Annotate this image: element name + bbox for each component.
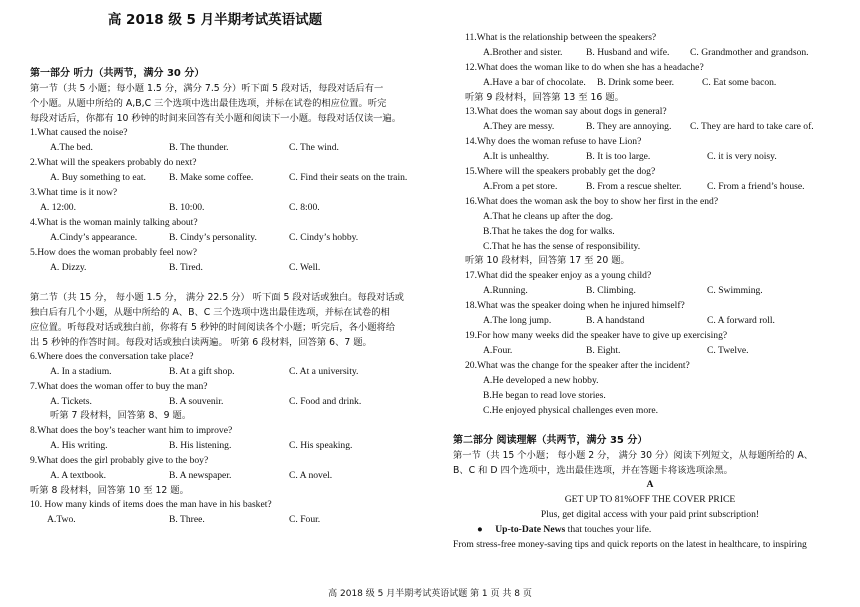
bullet-rest-text: that touches your life.: [565, 524, 652, 535]
option-c: C. Grandmother and grandson.: [690, 47, 809, 58]
option-b: B.That he takes the dog for walks.: [483, 226, 615, 237]
question-text: 10. How many kinds of items does the man have in his basket?: [30, 499, 272, 510]
option-b: B. It is too large.: [586, 151, 651, 162]
option-a: A.They are messy.: [483, 121, 555, 132]
option-b: B. From a rescue shelter.: [586, 181, 682, 192]
option-b: B. Eight.: [586, 345, 621, 356]
question-text: 9.What does the girl probably give to the boy?: [30, 455, 209, 466]
question-text: 8.What does the boy’s teacher want him to improve?: [30, 425, 233, 436]
option-a: A. Tickets.: [50, 396, 92, 407]
option-a: A. Dizzy.: [50, 262, 87, 273]
option-a: A.Two.: [47, 514, 76, 525]
option-c: C. Cindy’s hobby.: [289, 232, 359, 243]
question-text: 6.Where does the conversation take place?: [30, 351, 194, 362]
option-b: B. Tired.: [169, 262, 203, 273]
s2-intro-line: 应位置。听每段对话或独白前，你将有 5 秒钟的时间阅读各个小题；听完后，各小题将给: [30, 322, 396, 333]
question-text: 17.What did the speaker enjoy as a young child?: [465, 270, 652, 281]
option-c: C. Food and drink.: [289, 396, 362, 407]
option-a: A.Cindy’s appearance.: [50, 232, 138, 243]
question-text: 15.Where will the speakers probably get the dog?: [465, 166, 656, 177]
s1-intro-line: 个小题。从题中所给的 A,B,C 三个选项中选出最佳选项，并标在试卷的相应位置。听完: [30, 98, 387, 109]
part2-intro-line: 第一节（共 15 个小题； 每小题 2 分， 满分 30 分）阅读下列短文，从每题所给的 A、: [453, 450, 814, 461]
option-c: C. A novel.: [289, 470, 333, 481]
page-title: 高 2018 级 5 月半期考试英语试题: [107, 12, 323, 28]
option-a: A.Running.: [483, 285, 528, 296]
page-footer: 高 2018 级 5 月半期考试英语试题 第 1 页 共 8 页: [328, 589, 532, 599]
question-text: 5.How does the woman probably feel now?: [30, 247, 198, 258]
option-c: C. Eat some bacon.: [702, 77, 777, 88]
part2-intro-line: B、C 和 D 四个选项中，选出最佳选项，并在答题卡将该选项涂黑。: [453, 465, 733, 476]
question-text: 19.For how many weeks did the speaker have to give up exercising?: [465, 330, 728, 341]
option-c: C. At a university.: [289, 366, 359, 377]
question-text: 2.What will the speakers probably do next?: [30, 157, 197, 168]
s2-intro-line: 出 5 秒钟的作答时间。每段对话或独白读两遍。 听第 6 段材料，回答第 6、7 题。: [30, 337, 372, 348]
option-b: B. A newspaper.: [169, 470, 232, 481]
question-text: 18.What was the speaker doing when he injured himself?: [465, 300, 685, 311]
option-a: A.Brother and sister.: [483, 47, 563, 58]
bullet-icon: ●: [477, 524, 483, 535]
question-text: 12.What does the woman like to do when she has a headache?: [465, 62, 704, 73]
option-c: C. Well.: [289, 262, 321, 273]
question-text: 20.What was the change for the speaker after the incident?: [465, 360, 690, 371]
option-a: A.It is unhealthy.: [483, 151, 549, 162]
option-c: C. Twelve.: [707, 345, 749, 356]
option-c: C. They are hard to take care of.: [690, 121, 814, 132]
option-a: A. A textbook.: [50, 470, 106, 481]
question-text: 11.What is the relationship between the speakers?: [465, 32, 657, 43]
option-c: C.That he has the sense of responsibility.: [483, 241, 641, 252]
option-a: A. 12:00.: [40, 202, 76, 213]
s1-intro-line: 每段对话后，你都有 10 秒钟的时间来回答有关小题和阅读下一小题。每段对话仅读一遍。: [30, 113, 402, 124]
option-a: A.Four.: [483, 345, 513, 356]
material-note: 听第 9 段材料，回答第 13 至 16 题。: [465, 92, 624, 103]
option-a: A. His writing.: [50, 440, 108, 451]
option-c: C. A forward roll.: [707, 315, 775, 326]
option-c: C. Swimming.: [707, 285, 763, 296]
option-c: C. His speaking.: [289, 440, 353, 451]
question-text: 16.What does the woman ask the boy to show her first in the end?: [465, 196, 719, 207]
option-a: A.From a pet store.: [483, 181, 558, 192]
question-text: 3.What time is it now?: [30, 187, 118, 198]
material-note: 听第 8 段材料，回答第 10 至 12 题。: [30, 485, 189, 496]
question-text: 4.What is the woman mainly talking about?: [30, 217, 198, 228]
option-a: A. Buy something to eat.: [50, 172, 146, 183]
option-a: A.The long jump.: [483, 315, 552, 326]
part2-heading: 第二部分 阅读理解（共两节，满分 35 分）: [453, 435, 648, 446]
option-b: B. Drink some beer.: [597, 77, 675, 88]
option-b: B. Cindy’s personality.: [169, 232, 257, 243]
option-a: A.That he cleans up after the dog.: [483, 211, 613, 222]
s2-intro-line: 第二节（共 15 分， 每小题 1.5 分， 满分 22.5 分） 听下面 5 段对话或独白。每段对话或: [30, 292, 404, 303]
question-text: 13.What does the woman say about dogs in general?: [465, 106, 667, 117]
passage-label: A: [646, 479, 654, 490]
part1-heading: 第一部分 听力（共两节，满分 30 分）: [30, 68, 205, 79]
option-b: B. A souvenir.: [169, 396, 224, 407]
option-c: C. 8:00.: [289, 202, 320, 213]
passage-line: From stress-free money-saving tips and quick reports on the latest in healthcare, to inspiring: [453, 539, 807, 550]
option-a: A.The bed.: [50, 142, 93, 153]
option-b: B. They are annoying.: [586, 121, 672, 132]
option-b: B. Husband and wife.: [586, 47, 670, 58]
option-a: A.He developed a new hobby.: [483, 375, 599, 386]
option-b: B.He began to read love stories.: [483, 390, 606, 401]
option-b: B. At a gift shop.: [169, 366, 235, 377]
option-c: C. it is very noisy.: [707, 151, 777, 162]
s1-intro-line: 第一节（共 5 小题；每小题 1.5 分，满分 7.5 分）听下面 5 段对话，每段对话后有一: [30, 83, 384, 94]
option-c: C. Find their seats on the train.: [289, 172, 408, 183]
option-b: B. Make some coffee.: [169, 172, 254, 183]
option-c: C. Four.: [289, 514, 321, 525]
option-b: B. 10:00.: [169, 202, 205, 213]
option-b: B. Climbing.: [586, 285, 636, 296]
option-c: C. The wind.: [289, 142, 339, 153]
ad-headline: GET UP TO 81%OFF THE COVER PRICE: [564, 494, 736, 505]
ad-subline: Plus, get digital access with your paid print subscription!: [540, 509, 760, 520]
material-note: 听第 7 段材料，回答第 8、9 题。: [50, 410, 192, 421]
option-a: A. In a stadium.: [50, 366, 112, 377]
option-b: B. The thunder.: [169, 142, 229, 153]
option-c: C. From a friend’s house.: [707, 181, 805, 192]
s2-intro-line: 独白后有几个小题，从题中所给的 A、B、C 三个选项中选出最佳选项，并标在试卷的相: [30, 307, 390, 318]
option-c: C.He enjoyed physical challenges even more.: [483, 405, 659, 416]
question-text: 7.What does the woman offer to buy the man?: [30, 381, 208, 392]
option-b: B. Three.: [169, 514, 205, 525]
question-text: 1.What caused the noise?: [30, 127, 128, 138]
option-b: B. His listening.: [169, 440, 232, 451]
option-b: B. A handstand: [586, 315, 645, 326]
option-a: A.Have a bar of chocolate.: [483, 77, 586, 88]
material-note: 听第 10 段材料，回答第 17 至 20 题。: [465, 255, 630, 266]
bullet-bold-text: Up-to-Date News: [495, 524, 566, 535]
question-text: 14.Why does the woman refuse to have Lion?: [465, 136, 642, 147]
bullet-line: [477, 524, 651, 536]
